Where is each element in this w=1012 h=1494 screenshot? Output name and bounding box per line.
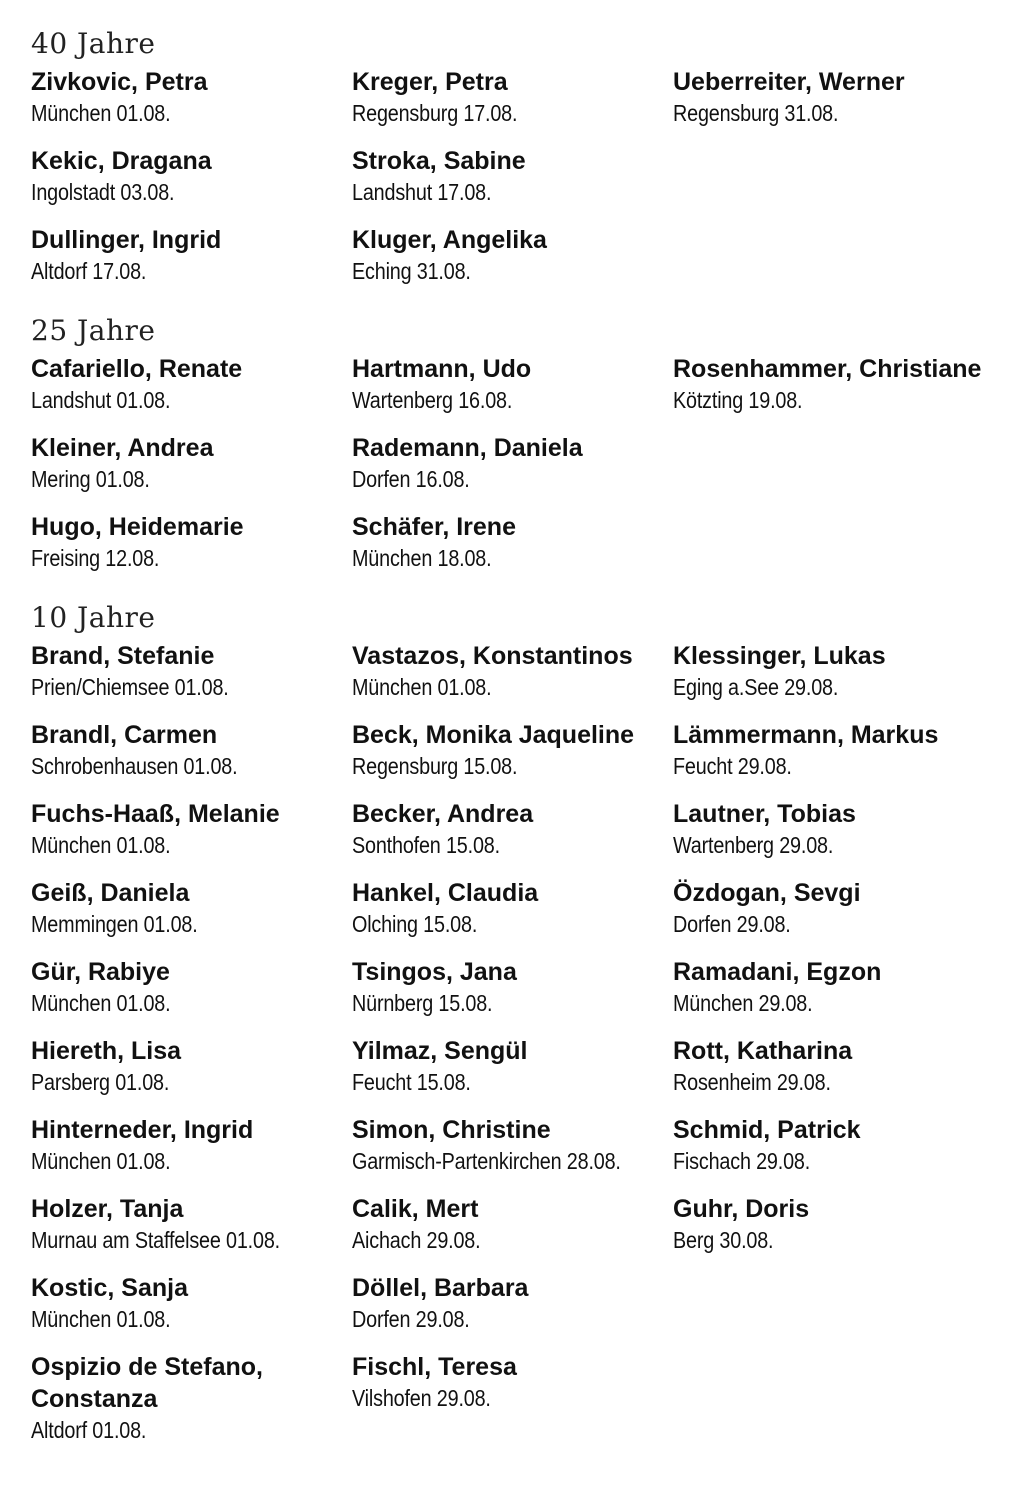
person-name: Cafariello, Renate <box>31 355 243 383</box>
person-name: Rademann, Daniela <box>352 434 583 462</box>
list-item <box>352 353 673 432</box>
section-25-jahre <box>31 313 991 590</box>
list-item <box>673 956 991 1035</box>
list-item <box>352 877 673 956</box>
list-item <box>31 798 352 877</box>
person-name: Fischl, Teresa <box>352 1353 517 1381</box>
list-item <box>31 353 352 432</box>
person-name: Özdogan, Sevgi <box>673 879 861 907</box>
section-title: 10 Jahre <box>31 601 156 634</box>
person-name: Rosenhammer, Christiane <box>673 355 982 383</box>
person-name: Zivkovic, Petra <box>31 68 208 96</box>
place-date: Altdorf 01.08. <box>31 1417 147 1443</box>
person-name: Dullinger, Ingrid <box>31 226 222 254</box>
list-item <box>31 1351 352 1462</box>
section-title: 40 Jahre <box>31 27 156 60</box>
place-date: Feucht 29.08. <box>673 753 792 779</box>
list-item <box>352 511 673 590</box>
person-name: Tsingos, Jana <box>352 958 517 986</box>
place-date: München 29.08. <box>673 990 813 1016</box>
place-date: Nürnberg 15.08. <box>352 990 493 1016</box>
person-name: Geiß, Daniela <box>31 879 190 907</box>
list-item <box>352 1114 673 1193</box>
place-date: Dorfen 29.08. <box>673 911 791 937</box>
place-date: Sonthofen 15.08. <box>352 832 500 858</box>
place-date: München 01.08. <box>31 1306 171 1332</box>
entries-grid <box>31 640 991 1462</box>
list-item <box>31 1114 352 1193</box>
place-date: Altdorf 17.08. <box>31 258 147 284</box>
person-name: Stroka, Sabine <box>352 147 526 175</box>
list-item <box>31 511 352 590</box>
person-name: Beck, Monika Jaqueline <box>352 721 635 749</box>
place-date: Fischach 29.08. <box>673 1148 811 1174</box>
list-item <box>673 877 991 956</box>
place-date: Berg 30.08. <box>673 1227 774 1253</box>
place-date: München 18.08. <box>352 545 492 571</box>
entries-grid <box>31 66 991 303</box>
place-date: Mering 01.08. <box>31 466 150 492</box>
list-item <box>673 1114 991 1193</box>
list-item <box>352 798 673 877</box>
place-date: München 01.08. <box>31 990 171 1016</box>
person-name: Hiereth, Lisa <box>31 1037 182 1065</box>
list-item <box>352 956 673 1035</box>
list-item <box>352 640 673 719</box>
place-date: Aichach 29.08. <box>352 1227 481 1253</box>
place-date: Wartenberg 16.08. <box>352 387 513 413</box>
person-name: Kostic, Sanja <box>31 1274 188 1302</box>
person-name: Brandl, Carmen <box>31 721 218 749</box>
place-date: Wartenberg 29.08. <box>673 832 834 858</box>
list-item <box>31 877 352 956</box>
place-date: Vilshofen 29.08. <box>352 1385 491 1411</box>
person-name: Ueberreiter, Werner <box>673 68 905 96</box>
place-date: München 01.08. <box>31 832 171 858</box>
person-name: Döllel, Barbara <box>352 1274 529 1302</box>
person-name: Lämmermann, Markus <box>673 721 939 749</box>
entries-grid <box>31 353 991 590</box>
list-item <box>352 1035 673 1114</box>
list-item <box>352 66 673 145</box>
person-name: Kluger, Angelika <box>352 226 547 254</box>
list-item <box>31 1193 352 1272</box>
list-item <box>31 432 352 511</box>
person-name: Vastazos, Konstantinos <box>352 642 633 670</box>
person-name: Hugo, Heidemarie <box>31 513 244 541</box>
place-date: Rosenheim 29.08. <box>673 1069 831 1095</box>
list-item <box>673 719 991 798</box>
list-item <box>31 640 352 719</box>
place-date: Murnau am Staffelsee 01.08. <box>31 1227 280 1253</box>
person-name: Ospizio de Stefano, Constanza <box>31 1353 263 1413</box>
place-date: Regensburg 17.08. <box>352 100 518 126</box>
person-name: Brand, Stefanie <box>31 642 215 670</box>
place-date: Memmingen 01.08. <box>31 911 198 937</box>
list-item <box>31 66 352 145</box>
list-item <box>31 1272 352 1351</box>
place-date: Landshut 17.08. <box>352 179 492 205</box>
section-10-jahre <box>31 600 991 1462</box>
person-name: Hankel, Claudia <box>352 879 539 907</box>
section-title: 25 Jahre <box>31 314 156 347</box>
place-date: Landshut 01.08. <box>31 387 171 413</box>
person-name: Calik, Mert <box>352 1195 479 1223</box>
list-item <box>31 145 352 224</box>
person-name: Becker, Andrea <box>352 800 534 828</box>
person-name: Kleiner, Andrea <box>31 434 214 462</box>
place-date: München 01.08. <box>31 100 171 126</box>
person-name: Rott, Katharina <box>673 1037 853 1065</box>
place-date: München 01.08. <box>31 1148 171 1174</box>
list-item <box>352 1193 673 1272</box>
person-name: Fuchs-Haaß, Melanie <box>31 800 280 828</box>
list-item <box>673 1193 991 1272</box>
list-item <box>31 224 352 303</box>
person-name: Hartmann, Udo <box>352 355 532 383</box>
place-date: Prien/Chiemsee 01.08. <box>31 674 229 700</box>
place-date: Dorfen 16.08. <box>352 466 470 492</box>
place-date: Regensburg 15.08. <box>352 753 518 779</box>
place-date: Eching 31.08. <box>352 258 471 284</box>
list-item <box>673 1035 991 1114</box>
person-name: Schmid, Patrick <box>673 1116 861 1144</box>
place-date: Regensburg 31.08. <box>673 100 839 126</box>
place-date: München 01.08. <box>352 674 492 700</box>
list-item <box>31 719 352 798</box>
place-date: Olching 15.08. <box>352 911 478 937</box>
list-item <box>673 353 991 432</box>
place-date: Dorfen 29.08. <box>352 1306 470 1332</box>
list-item <box>31 1035 352 1114</box>
person-name: Schäfer, Irene <box>352 513 516 541</box>
place-date: Garmisch-Partenkirchen 28.08. <box>352 1148 621 1174</box>
anniversary-list <box>31 26 991 1472</box>
list-item <box>31 956 352 1035</box>
place-date: Eging a.See 29.08. <box>673 674 839 700</box>
place-date: Ingolstadt 03.08. <box>31 179 175 205</box>
person-name: Yilmaz, Sengül <box>352 1037 528 1065</box>
person-name: Ramadani, Egzon <box>673 958 882 986</box>
person-name: Kekic, Dragana <box>31 147 212 175</box>
list-item <box>352 1351 673 1430</box>
list-item <box>352 1272 673 1351</box>
place-date: Kötzting 19.08. <box>673 387 803 413</box>
person-name: Guhr, Doris <box>673 1195 810 1223</box>
list-item <box>352 224 673 303</box>
person-name: Simon, Christine <box>352 1116 551 1144</box>
place-date: Freising 12.08. <box>31 545 160 571</box>
list-item <box>352 145 673 224</box>
list-item <box>673 640 991 719</box>
person-name: Gür, Rabiye <box>31 958 170 986</box>
section-40-jahre <box>31 26 991 303</box>
person-name: Hinterneder, Ingrid <box>31 1116 254 1144</box>
place-date: Schrobenhausen 01.08. <box>31 753 238 779</box>
person-name: Holzer, Tanja <box>31 1195 184 1223</box>
person-name: Klessinger, Lukas <box>673 642 886 670</box>
place-date: Parsberg 01.08. <box>31 1069 170 1095</box>
list-item <box>673 798 991 877</box>
person-name: Kreger, Petra <box>352 68 508 96</box>
list-item <box>673 66 991 145</box>
list-item <box>352 432 673 511</box>
place-date: Feucht 15.08. <box>352 1069 471 1095</box>
list-item <box>352 719 673 798</box>
person-name: Lautner, Tobias <box>673 800 856 828</box>
